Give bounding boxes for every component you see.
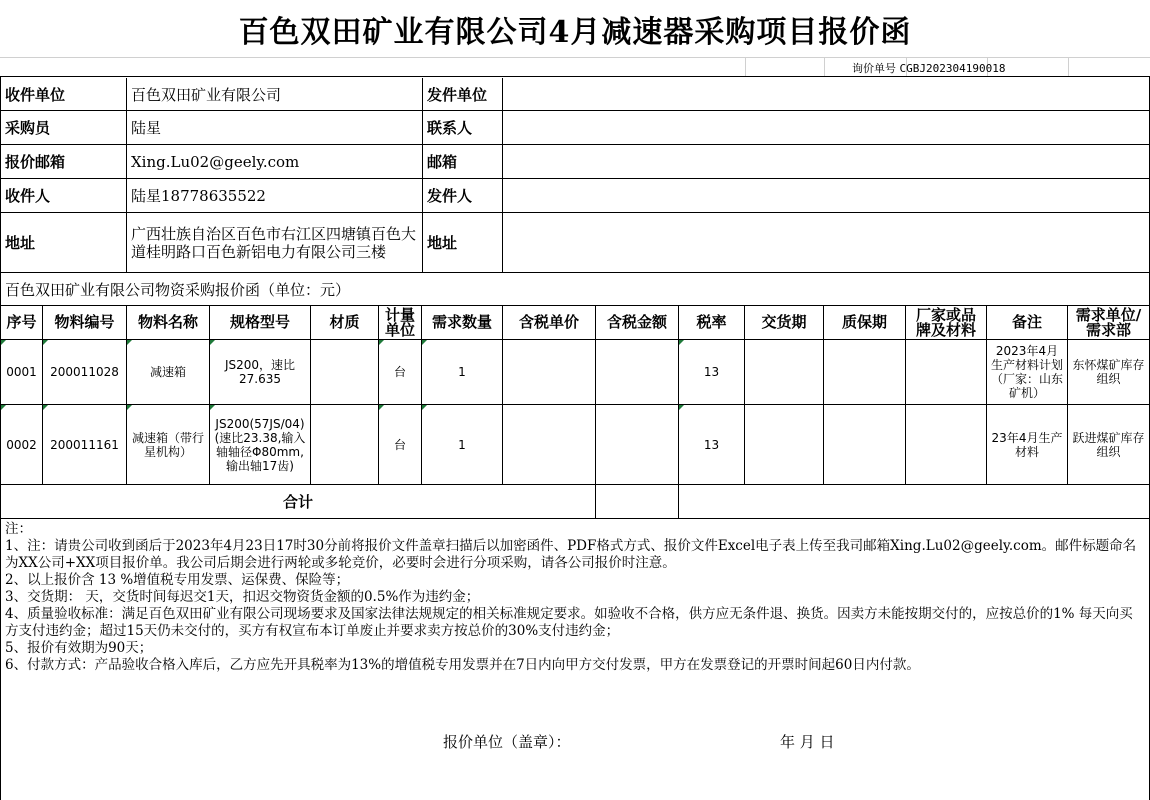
sign-label: 报价单位（盖章）： bbox=[443, 733, 571, 751]
column-header: 质保期 bbox=[824, 306, 906, 340]
table-cell: 跃进煤矿库存组织 bbox=[1068, 405, 1150, 485]
table-cell bbox=[311, 405, 379, 485]
table-cell: 台 bbox=[379, 340, 422, 405]
table-cell: 1 bbox=[422, 405, 503, 485]
column-header: 含税金额 bbox=[596, 306, 679, 340]
table-cell: 200011161 bbox=[43, 405, 127, 485]
column-header: 物料名称 bbox=[127, 306, 210, 340]
table-cell bbox=[906, 340, 987, 405]
table-cell: 200011028 bbox=[43, 340, 127, 405]
column-header: 需求单位/需求部 bbox=[1068, 306, 1150, 340]
notes-block bbox=[0, 519, 1150, 800]
table-cell bbox=[824, 340, 906, 405]
table-cell: 1 bbox=[422, 340, 503, 405]
note-line: 2、以上报价含 13 %增值税专用发票、运保费、保险等； bbox=[5, 572, 350, 588]
info-label: 发件单位 bbox=[423, 78, 503, 111]
grid-line bbox=[824, 58, 825, 76]
info-label: 邮箱 bbox=[423, 145, 503, 179]
column-header: 交货期 bbox=[745, 306, 824, 340]
column-header: 材质 bbox=[311, 306, 379, 340]
grid-line bbox=[1068, 58, 1069, 76]
info-value: 陆星 bbox=[127, 111, 423, 145]
column-header: 计量单位 bbox=[379, 306, 422, 340]
table-cell bbox=[745, 405, 824, 485]
info-label: 联系人 bbox=[423, 111, 503, 145]
table-cell: JS200，速比27.635 bbox=[210, 340, 311, 405]
info-label: 收件单位 bbox=[0, 78, 127, 111]
note-line: 3、交货期： 天，交货时间每迟交1天，扣迟交物资货金额的0.5%作为违约金； bbox=[5, 589, 480, 605]
total-cell bbox=[679, 485, 1150, 519]
info-label: 地址 bbox=[0, 213, 127, 273]
column-header: 税率 bbox=[679, 306, 745, 340]
column-header: 需求数量 bbox=[422, 306, 503, 340]
column-header: 含税单价 bbox=[503, 306, 596, 340]
inquiry-label: 询价单号 bbox=[852, 62, 896, 75]
table-cell bbox=[311, 340, 379, 405]
info-value bbox=[503, 78, 1150, 111]
column-header: 备注 bbox=[987, 306, 1068, 340]
table-cell bbox=[503, 405, 596, 485]
table-cell bbox=[906, 405, 987, 485]
inquiry-number bbox=[852, 60, 1005, 76]
column-header: 厂家或品牌及材料 bbox=[906, 306, 987, 340]
note-line: 4、质量验收标准：满足百色双田矿业有限公司现场要求及国家法律法规规定的相关标准规定要求。如验收不合格，供方应无条件退、换货。因卖方未能按期交付的，应按总价的1% 每天向买方支付违约金；超过15天仍未交付的，买方有权宣布本订单废止并要求卖方按总价的30%支付违约金； bbox=[5, 606, 1133, 639]
column-header: 规格型号 bbox=[210, 306, 311, 340]
note-line: 注： bbox=[5, 521, 32, 537]
info-value bbox=[503, 145, 1150, 179]
grid-line bbox=[745, 58, 746, 76]
info-value: 百色双田矿业有限公司 bbox=[127, 78, 423, 111]
info-label: 收件人 bbox=[0, 179, 127, 213]
table-cell bbox=[503, 340, 596, 405]
table-cell: 东怀煤矿库存组织 bbox=[1068, 340, 1150, 405]
note-line: 6、付款方式：产品验收合格入库后，乙方应先开具税率为13%的增值税专用发票并在7日内向甲方交付发票，甲方在发票登记的开票时间起60日内付款。 bbox=[5, 657, 920, 673]
total-label: 合计 bbox=[0, 485, 596, 519]
table-cell: 减速箱 bbox=[127, 340, 210, 405]
info-value bbox=[503, 213, 1150, 273]
info-value bbox=[503, 179, 1150, 213]
info-label: 发件人 bbox=[423, 179, 503, 213]
info-value: 陆星18778635522 bbox=[127, 179, 423, 213]
info-value: 广西壮族自治区百色市右江区四塘镇百色大道桂明路口百色新铝电力有限公司三楼 bbox=[127, 213, 423, 273]
total-cell bbox=[596, 485, 679, 519]
info-label: 地址 bbox=[423, 213, 503, 273]
note-line: 1、注：请贵公司收到函后于2023年4月23日17时30分前将报价文件盖章扫描后以加密函件、PDF格式方式、报价文件Excel电子表上传至我司邮箱Xing.Lu02@geely.com。邮件标题命名为XX公司+XX项目报价单。我公司后期会进行两轮或多轮竞价，必要时会进行分项采购，请各公司报价时注意。 bbox=[5, 538, 1137, 571]
table-cell: 13 bbox=[679, 405, 745, 485]
table-cell: 0002 bbox=[0, 405, 43, 485]
table-cell bbox=[596, 340, 679, 405]
info-label: 报价邮箱 bbox=[0, 145, 127, 179]
info-label: 采购员 bbox=[0, 111, 127, 145]
table-cell: 减速箱（带行星机构） bbox=[127, 405, 210, 485]
table-cell: JS200(57JS/04)(速比23.38,输入轴轴径Φ80mm,输出轴17齿) bbox=[210, 405, 311, 485]
table-cell: 23年4月生产材料 bbox=[987, 405, 1068, 485]
table-cell bbox=[596, 405, 679, 485]
table-cell bbox=[745, 340, 824, 405]
table-cell: 2023年4月生产材料计划（厂家：山东矿机） bbox=[987, 340, 1068, 405]
title-row bbox=[0, 0, 1150, 58]
page-title: 百色双田矿业有限公司4月减速器采购项目报价函 bbox=[238, 14, 912, 50]
info-value bbox=[503, 111, 1150, 145]
column-header: 序号 bbox=[0, 306, 43, 340]
note-line: 5、报价有效期为90天； bbox=[5, 640, 153, 656]
column-header: 物料编号 bbox=[43, 306, 127, 340]
table-cell: 台 bbox=[379, 405, 422, 485]
table-cell: 13 bbox=[679, 340, 745, 405]
inquiry-value: CGBJ202304190018 bbox=[899, 62, 1006, 75]
sign-date: 年 月 日 bbox=[780, 733, 835, 751]
info-value: Xing.Lu02@geely.com bbox=[127, 145, 423, 179]
table-cell: 0001 bbox=[0, 340, 43, 405]
section-title: 百色双田矿业有限公司物资采购报价函（单位：元） bbox=[0, 273, 1150, 306]
table-cell bbox=[824, 405, 906, 485]
